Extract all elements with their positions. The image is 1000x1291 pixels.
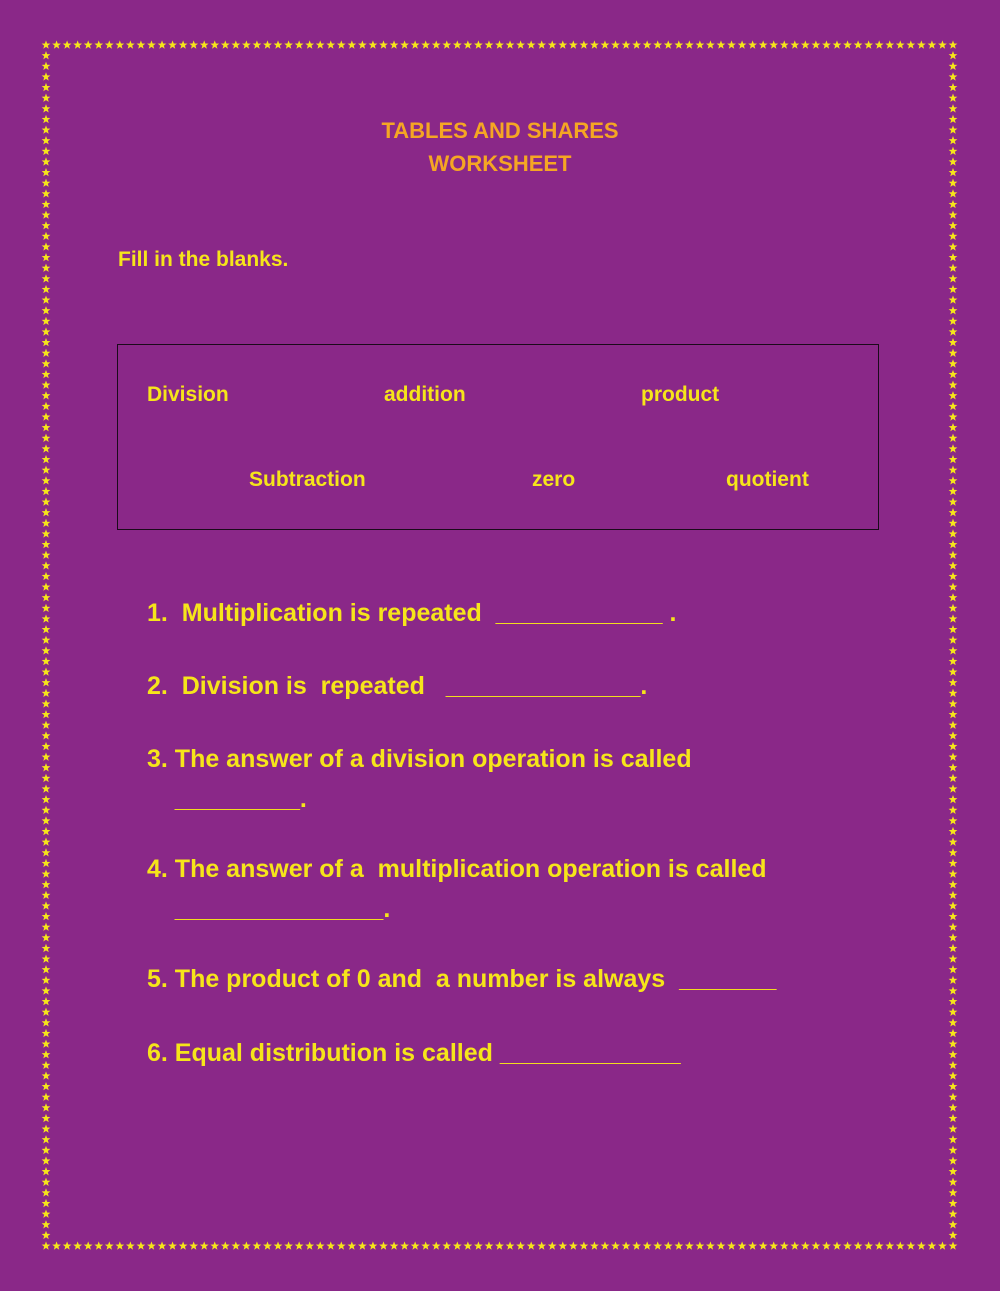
word-bank-item-product: product [641, 383, 720, 406]
question-1: 1. Multiplication is repeated ____________ . [147, 599, 677, 627]
word-bank-item-quotient: quotient [726, 468, 809, 491]
question-4: 4. The answer of a multiplication operation is called [147, 855, 767, 883]
question-5: 5. The product of 0 and a number is always _______ [147, 965, 777, 993]
word-bank-item-division: Division [147, 383, 229, 406]
word-bank-item-addition: addition [384, 383, 466, 406]
word-bank-item-subtraction: Subtraction [249, 468, 366, 491]
question-6: 6. Equal distribution is called _____________ [147, 1039, 681, 1067]
worksheet-subtitle: WORKSHEET [428, 151, 572, 176]
question-2: 2. Division is repeated ______________. [147, 672, 648, 700]
word-bank-item-zero: zero [532, 468, 576, 491]
question-4-blank: _______________. [147, 895, 391, 923]
word-bank-box [117, 344, 879, 530]
instruction-text: Fill in the blanks. [118, 248, 289, 271]
worksheet-title: TABLES AND SHARES [381, 118, 619, 143]
question-3-blank: _________. [147, 785, 307, 813]
question-3: 3. The answer of a division operation is called [147, 745, 692, 773]
